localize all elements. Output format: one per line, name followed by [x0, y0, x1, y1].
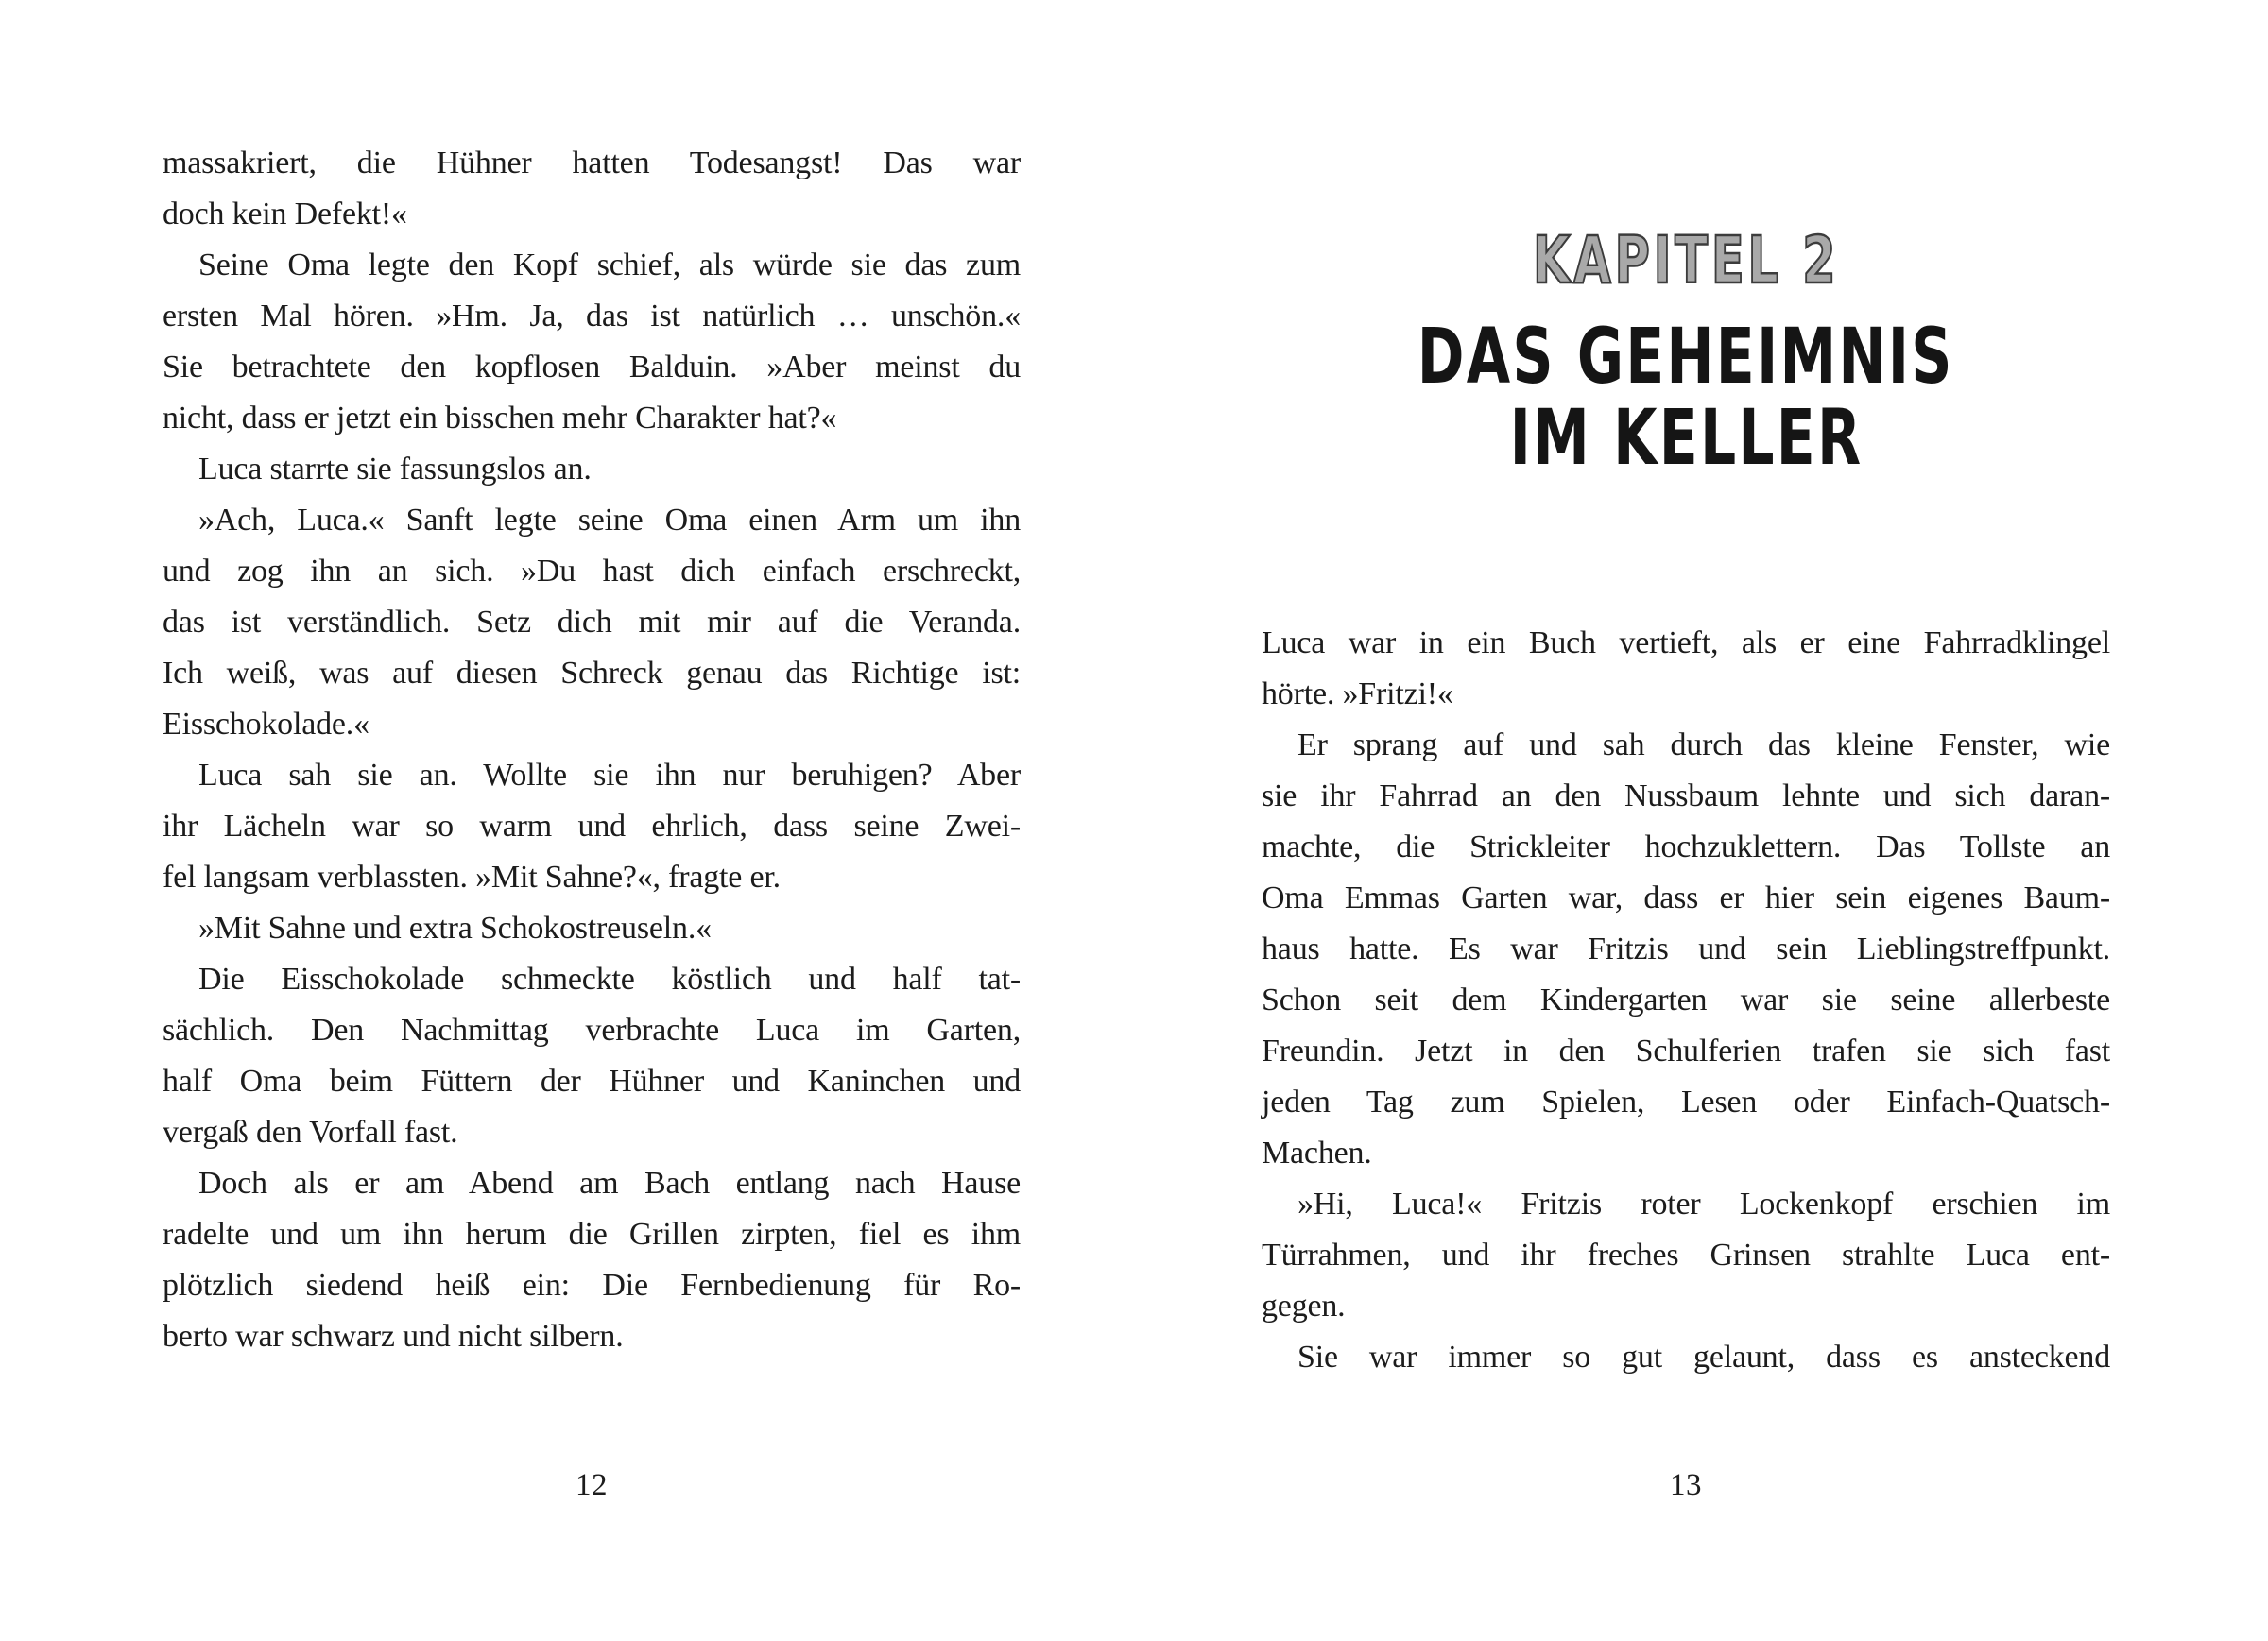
text-line: Türrahmen, und ihr freches Grinsen strahlte Luca ent-: [1262, 1238, 2110, 1273]
text-line: machte, die Strickleiter hochzuklettern. Das Tollste an: [1262, 829, 2110, 864]
page-right: [1134, 0, 2268, 1641]
text-line: radelte und um ihn herum die Grillen zirpten, fiel es ihm: [163, 1217, 1021, 1252]
text-line: jeden Tag zum Spielen, Lesen oder Einfach-Quatsch-: [1262, 1085, 2110, 1120]
text-line: sächlich. Den Nachmittag verbrachte Luca im Garten,: [163, 1013, 1021, 1048]
text-line: fel langsam verblassten. »Mit Sahne?«, fragte er.: [163, 860, 781, 895]
text-line: Seine Oma legte den Kopf schief, als würde sie das zum: [198, 248, 1021, 282]
right-page-text: [1262, 618, 2110, 1383]
text-line: berto war schwarz und nicht silbern.: [163, 1319, 624, 1354]
chapter-title-line2-text: IM KELLER: [1509, 394, 1863, 483]
left-page-text: [163, 138, 1021, 1362]
text-line: Luca war in ein Buch vertieft, als er eine Fahrradklingel: [1262, 625, 2110, 660]
page-number-right: 13: [1670, 1468, 1702, 1502]
text-line: das ist verständlich. Setz dich mit mir auf die Veranda.: [163, 605, 1021, 640]
chapter-title-line1-text: DAS GEHEIMNIS: [1418, 313, 1954, 402]
text-line: Sie betrachtete den kopflosen Balduin. »Aber meinst du: [163, 350, 1021, 385]
text-line: doch kein Defekt!«: [163, 197, 407, 231]
text-line: »Hi, Luca!« Fritzis roter Lockenkopf erschien im: [1297, 1187, 2110, 1222]
text-line: gegen.: [1262, 1289, 1346, 1324]
text-line: Luca starrte sie fassungslos an.: [198, 452, 592, 487]
text-line: ersten Mal hören. »Hm. Ja, das ist natürlich … unschön.«: [163, 299, 1021, 333]
text-line: Freundin. Jetzt in den Schulferien trafen sie sich fast: [1262, 1034, 2110, 1068]
text-line: ihr Lächeln war so warm und ehrlich, dass seine Zwei-: [163, 809, 1021, 844]
text-line: »Ach, Luca.« Sanft legte seine Oma einen Arm um ihn: [198, 503, 1021, 538]
chapter-kicker-text: KAPITEL 2: [1532, 223, 1840, 299]
page-number-left: 12: [576, 1468, 608, 1502]
text-line: und zog ihn an sich. »Du hast dich einfach erschreckt,: [163, 554, 1021, 589]
text-line: Eisschokolade.«: [163, 707, 369, 742]
text-line: Die Eisschokolade schmeckte köstlich und half tat-: [198, 962, 1021, 997]
text-line: Er sprang auf und sah durch das kleine Fenster, wie: [1297, 727, 2110, 762]
text-line: Ich weiß, was auf diesen Schreck genau das Richtige ist:: [163, 656, 1021, 691]
text-line: Luca sah sie an. Wollte sie ihn nur beruhigen? Aber: [198, 758, 1021, 793]
text-line: Doch als er am Abend am Bach entlang nach Hause: [198, 1166, 1021, 1201]
text-line: Schon seit dem Kindergarten war sie seine allerbeste: [1262, 983, 2110, 1017]
text-line: Machen.: [1262, 1136, 1372, 1171]
text-line: Sie war immer so gut gelaunt, dass es ansteckend: [1297, 1340, 2110, 1375]
chapter-kicker: [1261, 223, 2111, 299]
text-line: Oma Emmas Garten war, dass er hier sein eigenes Baum-: [1262, 880, 2110, 915]
text-line: haus hatte. Es war Fritzis und sein Lieblingstreffpunkt.: [1262, 932, 2110, 966]
text-line: massakriert, die Hühner hatten Todesangst! Das war: [163, 145, 1021, 180]
text-line: half Oma beim Füttern der Hühner und Kaninchen und: [163, 1064, 1021, 1099]
chapter-title-line2: [1261, 394, 2111, 483]
text-line: plötzlich siedend heiß ein: Die Fernbedienung für Ro-: [163, 1268, 1021, 1303]
text-line: nicht, dass er jetzt ein bisschen mehr Charakter hat?«: [163, 401, 837, 436]
chapter-title-line1: [1261, 313, 2111, 402]
text-line: sie ihr Fahrrad an den Nussbaum lehnte und sich daran-: [1262, 778, 2110, 813]
text-line: vergaß den Vorfall fast.: [163, 1115, 458, 1150]
text-line: »Mit Sahne und extra Schokostreuseln.«: [198, 911, 712, 946]
text-line: hörte. »Fritzi!«: [1262, 676, 1453, 711]
